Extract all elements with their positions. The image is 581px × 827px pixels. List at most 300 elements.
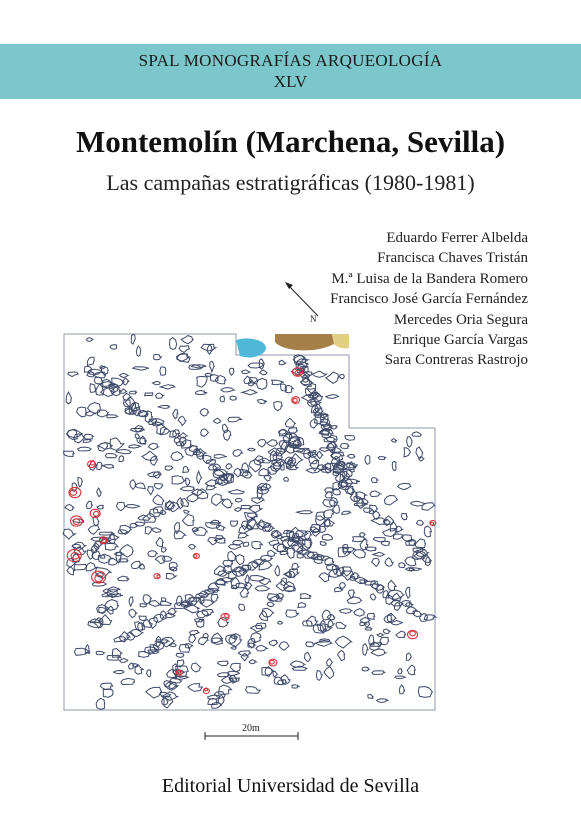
wall-segment [228, 671, 240, 675]
wall-segment [242, 370, 251, 374]
wall-segment [248, 363, 263, 368]
wall-segment [96, 651, 104, 654]
wall-segment [309, 455, 318, 463]
wall-segment [262, 608, 274, 617]
wall-segment [394, 603, 401, 611]
wall-segment [199, 637, 209, 644]
wall-segment [312, 371, 326, 377]
wall-segment [66, 392, 71, 404]
wall-segment [404, 448, 410, 457]
wall-segment [197, 376, 207, 387]
wall-segment [197, 471, 202, 483]
wall-segment [231, 521, 238, 526]
wall-segment [367, 613, 375, 619]
wall-segment [222, 499, 232, 508]
wall-segment [340, 609, 352, 614]
wall-segment [249, 660, 256, 664]
wall-segment [78, 447, 91, 451]
wall-segment [395, 676, 405, 679]
wall-segment [288, 428, 297, 434]
wall-segment [275, 566, 280, 576]
scale-bar [205, 723, 298, 740]
wall-segment [161, 601, 172, 605]
wall-segment [139, 616, 146, 621]
wall-segment [297, 511, 312, 514]
wall-segment [273, 671, 277, 677]
sand-feature [332, 334, 349, 349]
wall-segment [398, 483, 411, 489]
wall-segment [326, 435, 337, 441]
wall-segment [140, 604, 146, 607]
wall-segment [191, 663, 201, 672]
wall-segment [388, 580, 396, 590]
wall-segment [278, 621, 283, 624]
pit-outline [410, 631, 416, 636]
wall-segment [86, 412, 96, 417]
wall-segment [248, 513, 258, 518]
wall-segment [105, 454, 117, 458]
wall-segment [399, 563, 405, 568]
wall-segment [118, 576, 129, 581]
wall-segment [110, 345, 117, 350]
wall-segment [142, 451, 157, 460]
wall-segment [116, 502, 125, 511]
wall-segment [105, 543, 118, 550]
wall-segment [372, 558, 380, 566]
wall-segment [189, 635, 196, 643]
wall-segment [231, 647, 236, 649]
wall-segment [252, 498, 264, 504]
wall-segment [406, 607, 417, 614]
wall-segment [221, 388, 234, 392]
wall-segment [176, 653, 184, 657]
wall-segment [354, 609, 365, 617]
wall-segment [120, 659, 129, 663]
wall-segment [373, 552, 384, 556]
wall-segment [201, 344, 216, 351]
wall-segment [399, 685, 404, 694]
author-name: Mercedes Oria Segura [393, 311, 528, 328]
wall-segment [236, 555, 244, 565]
wall-segment [107, 655, 121, 660]
wall-segment [416, 447, 423, 459]
wall-segment [84, 434, 93, 439]
wall-segment [262, 668, 274, 676]
wall-segment [136, 346, 140, 356]
wall-segment [157, 424, 166, 434]
wall-segment [214, 454, 227, 458]
wall-segment [259, 359, 264, 369]
wall-segment [257, 399, 267, 403]
wall-segment [160, 385, 175, 389]
wall-segment [306, 642, 315, 647]
wall-segment [381, 541, 389, 545]
wall-segment [97, 505, 103, 509]
wall-segment [370, 594, 375, 600]
wall-segment [377, 699, 388, 703]
wall-segment [207, 460, 216, 464]
wall-segment [181, 336, 193, 344]
wall-segment [77, 407, 87, 417]
wall-segment [205, 373, 213, 376]
wall-segment [179, 346, 189, 353]
wall-segment [170, 338, 177, 350]
pit-outline [69, 487, 81, 497]
wall-segment [88, 357, 95, 365]
wall-segment [258, 440, 266, 448]
wall-segment [365, 628, 372, 631]
wall-segment [339, 375, 344, 379]
wall-segment [290, 661, 304, 667]
wall-segment [135, 665, 143, 674]
wall-segment [96, 698, 105, 709]
wall-segment [335, 636, 351, 648]
wall-segment [110, 438, 124, 451]
wall-segment [407, 437, 413, 447]
pit-outline [204, 688, 207, 691]
wall-segment [74, 648, 89, 655]
wall-segment [170, 567, 177, 571]
wall-segment [347, 454, 355, 458]
wall-segment [103, 689, 113, 697]
wall-segment [326, 372, 339, 383]
wall-segment [160, 367, 166, 375]
pit-outline [270, 660, 274, 664]
wall-segment [279, 642, 289, 651]
wall-segment [83, 440, 91, 443]
wall-segment [100, 683, 112, 690]
wall-segment [241, 653, 248, 660]
wall-segment [97, 488, 101, 497]
wall-segment [184, 510, 189, 513]
series-title: SPAL MONOGRAFÍAS ARQUEOLOGÍA [138, 51, 443, 70]
wall-segment [119, 456, 124, 462]
wall-segment [154, 484, 163, 490]
wall-segment [94, 377, 102, 384]
book-title: Montemolín (Marchena, Sevilla) [75, 124, 506, 159]
wall-segment [364, 508, 373, 513]
wall-segment [230, 396, 236, 400]
wall-segment [86, 501, 92, 509]
wall-segment [129, 445, 141, 448]
wall-segment [189, 544, 196, 549]
wall-segment [228, 551, 236, 561]
wall-segment [146, 687, 162, 698]
wall-segment [145, 527, 152, 535]
wall-segment [229, 545, 242, 550]
wall-segment [245, 575, 249, 583]
wall-segment [405, 557, 416, 566]
wall-segment [78, 478, 83, 487]
wall-segment [156, 538, 163, 547]
wall-segment [107, 415, 118, 418]
wall-segment [365, 455, 370, 464]
wall-segment [133, 367, 149, 370]
wall-segment [298, 603, 306, 608]
wall-segment [165, 466, 173, 470]
wall-segment [300, 594, 311, 599]
wall-segment [267, 602, 274, 607]
wall-segment [171, 452, 183, 461]
wall-segment [129, 609, 137, 618]
wall-segment [274, 402, 283, 411]
wall-segment [251, 633, 261, 643]
series-number: XLV [273, 72, 308, 91]
wall-segment [188, 684, 203, 692]
wall-segment [166, 574, 176, 580]
wall-segment [246, 687, 260, 694]
wall-segment [362, 667, 369, 671]
wall-segment [385, 496, 398, 506]
wall-segment [363, 644, 368, 656]
wall-segment [238, 533, 248, 538]
wall-segment [401, 513, 407, 519]
wall-segment [215, 376, 226, 384]
wall-segment [406, 653, 411, 660]
wall-segment [74, 564, 86, 570]
author-name: Francisco José García Fernández [330, 291, 528, 308]
wall-segment [233, 450, 243, 457]
wall-segment [190, 631, 200, 635]
wall-segment [228, 417, 242, 421]
wall-segment [211, 594, 218, 602]
wall-segment [320, 542, 326, 546]
wall-segment [148, 487, 154, 495]
wall-segment [98, 443, 108, 451]
wall-segment [340, 444, 349, 449]
wall-segment [326, 395, 339, 399]
wall-segment [353, 550, 365, 558]
wall-segment [213, 418, 220, 423]
wall-segment [371, 478, 378, 483]
wall-segment [229, 368, 234, 375]
wall-segment [156, 393, 164, 398]
wall-segment [235, 498, 242, 502]
wall-segment [268, 550, 276, 556]
wall-segment [149, 601, 161, 607]
wall-segment [235, 508, 241, 512]
wall-segment [153, 528, 162, 533]
wall-segment [417, 520, 424, 525]
wall-segment [154, 355, 162, 360]
wall-segment [116, 449, 131, 453]
wall-segment [285, 418, 295, 427]
wall-segment [256, 645, 267, 651]
wall-segment [197, 489, 208, 499]
wall-segment [63, 529, 75, 539]
wall-segment [129, 597, 133, 606]
publisher: Editorial Universidad de Sevilla [161, 775, 420, 797]
wall-segment [292, 685, 299, 688]
wall-segment [218, 617, 228, 627]
wall-segment [279, 360, 286, 365]
wall-segment [120, 373, 128, 377]
pit-outline [293, 398, 297, 402]
wall-segment [74, 434, 85, 443]
wall-segment [372, 671, 385, 675]
wall-segment [396, 631, 406, 637]
wall-segment [233, 540, 244, 545]
wall-segment [373, 538, 385, 542]
wall-structures [63, 334, 436, 709]
wall-segment [172, 476, 185, 484]
wall-segment [145, 393, 153, 396]
wall-segment [338, 651, 345, 661]
wall-segment [424, 526, 431, 537]
wall-segment [153, 381, 161, 384]
wall-segment [424, 615, 436, 621]
wall-segment [398, 669, 402, 674]
author-name: Francisca Chaves Tristán [377, 250, 528, 267]
wall-segment [345, 486, 354, 493]
wall-segment [90, 384, 96, 393]
author-name: Eduardo Ferrer Albelda [386, 230, 528, 246]
wall-segment [342, 511, 351, 514]
wall-segment [98, 554, 112, 563]
wall-segment [286, 610, 299, 617]
series-band [0, 44, 581, 99]
wall-segment [185, 644, 192, 649]
north-label: N [310, 314, 317, 324]
wall-segment [273, 453, 282, 461]
wall-segment [231, 585, 237, 588]
site-plan-map [0, 270, 581, 750]
wall-segment [322, 534, 332, 540]
wall-segment [103, 465, 114, 469]
wall-segment [226, 464, 232, 470]
wall-segment [105, 600, 119, 611]
author-name: M.ª Luisa de la Bandera Romero [331, 270, 528, 287]
wall-segment [121, 678, 135, 684]
wall-segment [370, 491, 381, 497]
wall-segment [149, 443, 159, 449]
wall-segment [259, 578, 270, 584]
wall-segment [129, 391, 136, 394]
wall-segment [248, 448, 255, 451]
earth-feature [275, 334, 334, 350]
wall-segment [347, 597, 361, 604]
wall-segment [229, 490, 245, 494]
pit-outline [194, 555, 197, 558]
pit-outline [157, 575, 160, 578]
scale-label: 20m [242, 723, 260, 734]
wall-segment [178, 416, 186, 425]
wall-segment [255, 586, 269, 591]
wall-segment [131, 334, 135, 344]
wall-segment [378, 457, 386, 460]
wall-segment [345, 436, 355, 441]
wall-segment [200, 409, 209, 417]
wall-segment [220, 396, 225, 402]
wall-segment [195, 391, 206, 395]
wall-segment [324, 666, 334, 678]
wall-segment [189, 598, 201, 602]
pit-outline [93, 511, 99, 516]
wall-segment [267, 440, 278, 447]
wall-segment [281, 536, 290, 541]
wall-segment [406, 587, 411, 598]
wall-segment [407, 665, 415, 675]
wall-segment [316, 671, 322, 681]
wall-segment [317, 451, 323, 459]
wall-segment [183, 466, 189, 472]
wall-segment [119, 389, 126, 393]
wall-segment [243, 542, 249, 546]
wall-segment [154, 614, 164, 622]
wall-segment [425, 557, 431, 566]
wall-segment [186, 478, 190, 485]
wall-segment [64, 451, 75, 456]
wall-segment [183, 514, 195, 525]
wall-segment [126, 505, 140, 509]
wall-segment [148, 551, 157, 557]
wall-segment [260, 370, 267, 375]
wall-segment [153, 495, 164, 505]
wall-segment [67, 567, 74, 575]
wall-segment [242, 390, 258, 395]
wall-segment [368, 694, 373, 698]
wall-segment [340, 583, 346, 589]
wall-segment [86, 563, 96, 571]
wall-segment [252, 541, 262, 549]
wall-segment [131, 428, 145, 432]
pit-outline [430, 522, 433, 525]
wall-segment [173, 409, 178, 418]
wall-segment [418, 687, 432, 698]
wall-segment [87, 550, 93, 560]
wall-segment [269, 640, 277, 646]
wall-segment [336, 622, 346, 628]
wall-segment [150, 456, 157, 465]
wall-segment [411, 501, 425, 506]
wall-segment [390, 522, 397, 531]
wall-segment [181, 486, 195, 491]
wall-segment [284, 477, 289, 481]
wall-segment [412, 432, 421, 437]
wall-segment [385, 558, 393, 567]
wall-segment [305, 652, 311, 661]
wall-segment [114, 671, 124, 674]
wall-segment [377, 633, 383, 637]
wall-segment [230, 663, 240, 672]
wall-segment [201, 429, 209, 437]
wall-segment [135, 483, 145, 489]
wall-segment [383, 629, 390, 634]
wall-segment [87, 338, 93, 342]
wall-segment [147, 670, 151, 677]
wall-segment [130, 480, 136, 490]
wall-segment [219, 685, 232, 694]
wall-segment [68, 372, 79, 376]
wall-segment [210, 361, 215, 372]
author-name: Enrique García Vargas [392, 332, 528, 349]
wall-segment [218, 661, 229, 666]
wall-segment [391, 439, 396, 442]
author-name: Sara Contreras Rastrojo [384, 352, 528, 369]
wall-segment [239, 604, 245, 610]
wall-segment [327, 659, 333, 667]
wall-segment [392, 461, 396, 470]
wall-segment [65, 505, 74, 511]
wall-segment [324, 510, 334, 518]
north-arrow [285, 282, 318, 324]
book-subtitle: Las campañas estratigráficas (1980-1981) [106, 170, 475, 195]
wall-segment [330, 498, 338, 507]
wall-segment [250, 576, 266, 582]
wall-segment [158, 405, 169, 408]
wall-segment [88, 526, 99, 535]
wall-segment [161, 548, 166, 553]
